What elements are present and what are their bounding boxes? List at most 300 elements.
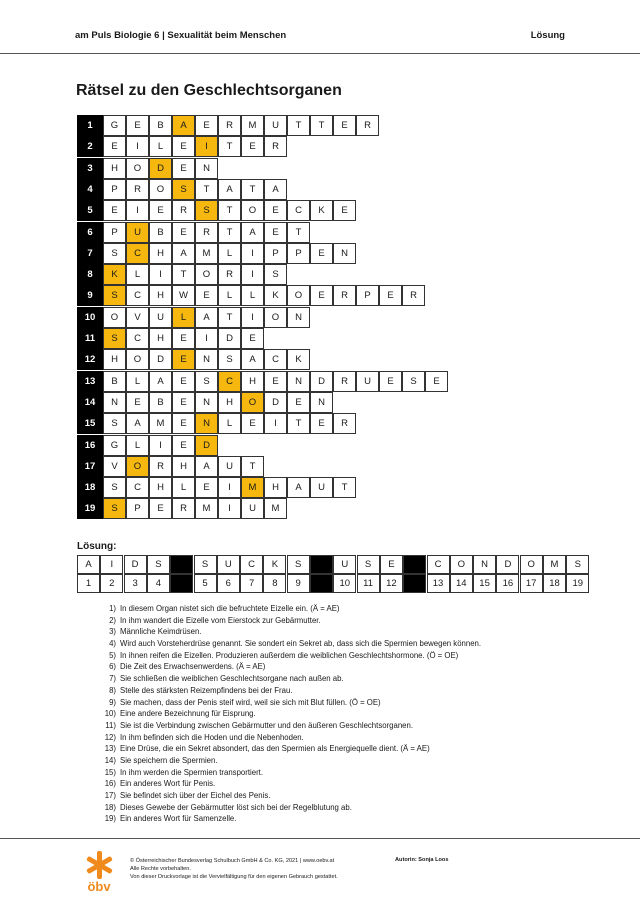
letter-cell: U xyxy=(264,115,287,136)
letter-cell: R xyxy=(356,115,379,136)
solution-letter-cell: S xyxy=(103,285,126,306)
solution-letter: N xyxy=(473,555,496,574)
clue-item xyxy=(96,708,566,720)
solution-letter: S xyxy=(357,555,380,574)
letter-cell: P xyxy=(103,222,126,243)
letter-cell: N xyxy=(195,349,218,370)
row-number: 4 xyxy=(77,179,103,200)
solution-letter-cell: U xyxy=(126,222,149,243)
clue-text: Männliche Keimdrüsen. xyxy=(120,627,202,637)
letter-cell: A xyxy=(126,413,149,434)
solution-letter-cell: S xyxy=(103,328,126,349)
letter-cell: B xyxy=(149,222,172,243)
letter-cell: N xyxy=(287,371,310,392)
letter-cell: U xyxy=(356,371,379,392)
clue-text: Sie machen, dass der Penis steif wird, weil sie sich mit Blut füllen. (Ö = OE) xyxy=(120,697,381,707)
clue-item xyxy=(96,626,566,638)
letter-cell: E xyxy=(379,285,402,306)
letter-cell: E xyxy=(264,222,287,243)
clue-text: Sie schließen die weiblichen Geschlechtsorgane nach außen ab. xyxy=(120,674,344,684)
letter-cell: R xyxy=(126,179,149,200)
letter-cell: I xyxy=(195,328,218,349)
letter-cell: G xyxy=(103,115,126,136)
letter-cell: B xyxy=(149,115,172,136)
clue-text: In diesem Organ nistet sich die befruchtete Eizelle ein. (Ä = AE) xyxy=(120,604,340,613)
row-number: 19 xyxy=(77,498,103,519)
header-solution-label: Lösung xyxy=(530,30,565,41)
letter-cell: T xyxy=(241,456,264,477)
clue-text: Wird auch Vorsteherdrüse genannt. Sie sondert ein Sekret ab, dass sich die Spermien bewegen können. xyxy=(120,639,482,649)
letter-cell: E xyxy=(241,413,264,434)
letter-cell: H xyxy=(218,392,241,413)
letter-cell: T xyxy=(241,179,264,200)
letter-cell: C xyxy=(264,349,287,370)
letter-cell: A xyxy=(195,456,218,477)
solution-index: 19 xyxy=(566,574,589,593)
letter-cell: O xyxy=(149,179,172,200)
word-separator xyxy=(170,574,193,593)
solution-index: 14 xyxy=(450,574,473,593)
clue-text: Eine Drüse, die ein Sekret absondert, das den Spermien als Energiequelle dient. (Ä = AE) xyxy=(120,744,430,754)
footer-copy-note: Von dieser Druckvorlage ist die Vervielfältigung für den eigenen Gebrauch gestattet. xyxy=(130,874,338,880)
letter-cell: E xyxy=(195,285,218,306)
row-number: 16 xyxy=(77,435,103,456)
row-number: 8 xyxy=(77,264,103,285)
letter-cell: B xyxy=(149,392,172,413)
letter-cell: E xyxy=(126,392,149,413)
clue-item xyxy=(96,743,566,755)
letter-cell: E xyxy=(172,413,195,434)
solution-letter: U xyxy=(333,555,356,574)
letter-cell: E xyxy=(172,136,195,157)
letter-cell: L xyxy=(241,285,264,306)
letter-cell: M xyxy=(195,498,218,519)
letter-cell: O xyxy=(126,349,149,370)
letter-cell: N xyxy=(310,392,333,413)
letter-cell: L xyxy=(126,371,149,392)
row-number: 13 xyxy=(77,371,103,392)
solution-index: 7 xyxy=(240,574,263,593)
letter-cell: D xyxy=(218,328,241,349)
clue-text: Die Zeit des Erwachsenwerdens. (Ä = AE) xyxy=(120,662,266,672)
clue-number: 7) xyxy=(109,674,116,684)
letter-cell: K xyxy=(264,285,287,306)
solution-index: 4 xyxy=(147,574,170,593)
solution-index: 10 xyxy=(333,574,356,593)
solution-letter-cell: C xyxy=(218,371,241,392)
clue-item xyxy=(96,778,566,790)
letter-cell: L xyxy=(149,136,172,157)
solution-letter-cell: S xyxy=(103,498,126,519)
solution-letter-cell: O xyxy=(126,456,149,477)
letter-cell: S xyxy=(218,349,241,370)
letter-cell: E xyxy=(172,371,195,392)
letter-cell: I xyxy=(264,413,287,434)
letter-cell: C xyxy=(126,285,149,306)
letter-cell: L xyxy=(218,285,241,306)
letter-cell: O xyxy=(264,307,287,328)
letter-cell: R xyxy=(195,222,218,243)
clue-text: Stelle des stärksten Reizempfindens bei der Frau. xyxy=(120,685,293,695)
word-separator xyxy=(170,555,193,574)
letter-cell: I xyxy=(218,498,241,519)
clue-item xyxy=(96,767,566,779)
letter-cell: T xyxy=(287,115,310,136)
clue-number: 5) xyxy=(109,650,116,660)
solution-index: 18 xyxy=(543,574,566,593)
clue-item xyxy=(96,732,566,744)
footer-rights: Alle Rechte vorbehalten. xyxy=(130,866,191,872)
solution-letter-cell: L xyxy=(172,307,195,328)
clue-number: 16) xyxy=(104,779,116,789)
solution-letter: I xyxy=(100,555,123,574)
solution-label: Lösung: xyxy=(77,541,117,552)
letter-cell: H xyxy=(149,243,172,264)
row-number: 14 xyxy=(77,392,103,413)
clue-number: 14) xyxy=(104,755,116,765)
clue-item xyxy=(96,802,566,814)
letter-cell: N xyxy=(195,158,218,179)
letter-cell: E xyxy=(379,371,402,392)
letter-cell: S xyxy=(402,371,425,392)
letter-cell: V xyxy=(103,456,126,477)
letter-cell: I xyxy=(241,307,264,328)
clue-text: Ein anderes Wort für Penis. xyxy=(120,779,216,789)
clue-number: 8) xyxy=(109,685,116,695)
letter-cell: A xyxy=(172,243,195,264)
clue-item xyxy=(96,720,566,732)
clue-number: 6) xyxy=(109,662,116,672)
word-separator xyxy=(310,555,333,574)
letter-cell: M xyxy=(241,115,264,136)
letter-cell: M xyxy=(195,243,218,264)
clue-number: 1) xyxy=(109,604,116,613)
page-title: Rätsel zu den Geschlechtsorganen xyxy=(76,82,342,99)
letter-cell: T xyxy=(333,477,356,498)
row-number: 2 xyxy=(77,136,103,157)
letter-cell: P xyxy=(126,498,149,519)
row-number: 1 xyxy=(77,115,103,136)
word-separator xyxy=(403,555,426,574)
clue-number: 18) xyxy=(104,802,116,812)
solution-letter: S xyxy=(566,555,589,574)
solution-letter-cell: I xyxy=(195,136,218,157)
letter-cell: I xyxy=(126,136,149,157)
clue-item xyxy=(96,661,566,673)
letter-cell: E xyxy=(172,328,195,349)
letter-cell: E xyxy=(172,392,195,413)
letter-cell: E xyxy=(333,115,356,136)
letter-cell: H xyxy=(149,477,172,498)
letter-cell: A xyxy=(218,179,241,200)
letter-cell: E xyxy=(241,328,264,349)
letter-cell: O xyxy=(287,285,310,306)
letter-cell: H xyxy=(241,371,264,392)
row-number: 6 xyxy=(77,222,103,243)
clue-text: Dieses Gewebe der Gebärmutter löst sich bei der Regelblutung ab. xyxy=(120,802,352,812)
letter-cell: T xyxy=(310,115,333,136)
letter-cell: A xyxy=(264,179,287,200)
letter-cell: U xyxy=(310,477,333,498)
letter-cell: H xyxy=(264,477,287,498)
letter-cell: H xyxy=(103,158,126,179)
letter-cell: I xyxy=(218,477,241,498)
letter-cell: R xyxy=(333,371,356,392)
clue-number: 3) xyxy=(109,627,116,637)
letter-cell: I xyxy=(149,264,172,285)
solution-letter-cell: C xyxy=(126,243,149,264)
letter-cell: S xyxy=(195,371,218,392)
letter-cell: E xyxy=(310,243,333,264)
solution-index: 3 xyxy=(124,574,147,593)
letter-cell: R xyxy=(333,285,356,306)
letter-cell: E xyxy=(195,477,218,498)
solution-letter: S xyxy=(147,555,170,574)
header-divider xyxy=(0,53,640,54)
letter-cell: C xyxy=(126,328,149,349)
solution-letter-cell: D xyxy=(149,158,172,179)
clue-text: In ihm werden die Spermien transportiert. xyxy=(120,767,264,777)
row-number: 5 xyxy=(77,200,103,221)
letter-cell: L xyxy=(126,264,149,285)
letter-cell: N xyxy=(287,307,310,328)
solution-letter: K xyxy=(263,555,286,574)
solution-index: 6 xyxy=(217,574,240,593)
solution-index: 2 xyxy=(100,574,123,593)
solution-letter: S xyxy=(194,555,217,574)
solution-letter: A xyxy=(77,555,100,574)
solution-index: 13 xyxy=(427,574,450,593)
clue-text: In ihm befinden sich die Hoden und die Nebenhoden. xyxy=(120,732,304,742)
footer-copyright: © Österreichischer Bundesverlag Schulbuch GmbH & Co. KG, 2021 | www.oebv.at xyxy=(130,858,335,864)
letter-cell: T xyxy=(218,307,241,328)
page-header xyxy=(75,30,565,46)
letter-cell: L xyxy=(218,243,241,264)
solution-index: 15 xyxy=(473,574,496,593)
clue-item xyxy=(96,615,566,627)
solution-letter: S xyxy=(287,555,310,574)
clue-item xyxy=(96,755,566,767)
letter-cell: A xyxy=(195,307,218,328)
letter-cell: H xyxy=(103,349,126,370)
letter-cell: E xyxy=(287,392,310,413)
solution-letter-cell: S xyxy=(172,179,195,200)
letter-cell: E xyxy=(310,285,333,306)
letter-cell: U xyxy=(241,498,264,519)
solution-index: 17 xyxy=(520,574,543,593)
letter-cell: R xyxy=(172,498,195,519)
row-number: 18 xyxy=(77,477,103,498)
clue-number: 9) xyxy=(109,697,116,707)
solution-letter-cell: O xyxy=(241,392,264,413)
letter-cell: P xyxy=(287,243,310,264)
solution-index: 8 xyxy=(263,574,286,593)
clue-item xyxy=(96,697,566,709)
letter-cell: H xyxy=(149,328,172,349)
letter-cell: T xyxy=(287,413,310,434)
letter-cell: E xyxy=(195,115,218,136)
row-number: 3 xyxy=(77,158,103,179)
letter-cell: S xyxy=(264,264,287,285)
letter-cell: E xyxy=(264,200,287,221)
row-number: 11 xyxy=(77,328,103,349)
letter-cell: E xyxy=(264,371,287,392)
letter-cell: R xyxy=(218,115,241,136)
letter-cell: I xyxy=(126,200,149,221)
letter-cell: D xyxy=(264,392,287,413)
clue-item xyxy=(96,673,566,685)
clue-number: 15) xyxy=(104,767,116,777)
letter-cell: P xyxy=(356,285,379,306)
solution-letter: O xyxy=(450,555,473,574)
solution-letter: U xyxy=(217,555,240,574)
clue-item xyxy=(96,638,566,650)
solution-index: 5 xyxy=(194,574,217,593)
letter-cell: K xyxy=(310,200,333,221)
letter-cell: U xyxy=(218,456,241,477)
letter-cell: H xyxy=(172,456,195,477)
header-book-title: am Puls Biologie 6 | Sexualität beim Menschen xyxy=(75,30,287,41)
letter-cell: S xyxy=(103,477,126,498)
letter-cell: O xyxy=(103,307,126,328)
footer-divider xyxy=(0,838,640,839)
letter-cell: E xyxy=(149,200,172,221)
letter-cell: O xyxy=(126,158,149,179)
clue-item xyxy=(96,603,566,615)
letter-cell: N xyxy=(195,392,218,413)
solution-index: 11 xyxy=(357,574,380,593)
letter-cell: T xyxy=(218,200,241,221)
letter-cell: I xyxy=(241,243,264,264)
letter-cell: T xyxy=(172,264,195,285)
word-separator xyxy=(403,574,426,593)
solution-letter: O xyxy=(520,555,543,574)
clue-item xyxy=(96,790,566,802)
letter-cell: S xyxy=(103,243,126,264)
clue-text: Sie speichern die Spermien. xyxy=(120,755,218,765)
clue-number: 19) xyxy=(104,814,116,824)
letter-cell: I xyxy=(241,264,264,285)
letter-cell: S xyxy=(103,413,126,434)
letter-cell: E xyxy=(103,200,126,221)
solution-letter-cell: S xyxy=(195,200,218,221)
letter-cell: E xyxy=(172,158,195,179)
letter-cell: K xyxy=(287,349,310,370)
clue-text: Ein anderes Wort für Samenzelle. xyxy=(120,814,237,824)
letter-cell: A xyxy=(149,371,172,392)
letter-cell: W xyxy=(172,285,195,306)
clue-list xyxy=(96,603,566,825)
solution-index: 12 xyxy=(380,574,403,593)
letter-cell: T xyxy=(195,179,218,200)
row-number: 15 xyxy=(77,413,103,434)
row-number: 9 xyxy=(77,285,103,306)
letter-cell: N xyxy=(333,243,356,264)
letter-cell: C xyxy=(287,200,310,221)
row-number: 17 xyxy=(77,456,103,477)
letter-cell: A xyxy=(287,477,310,498)
row-number: 12 xyxy=(77,349,103,370)
solution-index: 1 xyxy=(77,574,100,593)
solution-letter-cell: M xyxy=(241,477,264,498)
letter-cell: D xyxy=(310,371,333,392)
letter-cell: P xyxy=(264,243,287,264)
letter-cell: E xyxy=(241,136,264,157)
letter-cell: I xyxy=(149,435,172,456)
letter-cell: R xyxy=(149,456,172,477)
letter-cell: A xyxy=(241,349,264,370)
row-number: 7 xyxy=(77,243,103,264)
letter-cell: V xyxy=(126,307,149,328)
letter-cell: R xyxy=(333,413,356,434)
letter-cell: A xyxy=(241,222,264,243)
solution-letter: D xyxy=(496,555,519,574)
letter-cell: D xyxy=(149,349,172,370)
solution-letter-cell: N xyxy=(195,413,218,434)
letter-cell: P xyxy=(103,179,126,200)
letter-cell: E xyxy=(310,413,333,434)
solution-letter: M xyxy=(543,555,566,574)
row-number: 10 xyxy=(77,307,103,328)
letter-cell: E xyxy=(172,435,195,456)
clue-item xyxy=(96,685,566,697)
clue-number: 17) xyxy=(104,791,116,800)
letter-cell: L xyxy=(218,413,241,434)
letter-cell: L xyxy=(172,477,195,498)
clue-text: In ihnen reifen die Eizellen. Produzieren außerdem die weiblichen Geschlechtshormone. (Ö = OE) xyxy=(120,650,459,660)
footer-author: Autorin: Sonja Loos xyxy=(395,857,449,863)
letter-cell: R xyxy=(264,136,287,157)
clue-text: Sie befindet sich über der Eichel des Penis. xyxy=(120,791,271,800)
clue-number: 12) xyxy=(104,732,116,742)
footer-copyright-block xyxy=(130,857,390,881)
letter-cell: O xyxy=(241,200,264,221)
letter-cell: E xyxy=(149,498,172,519)
letter-cell: E xyxy=(425,371,448,392)
solution-index: 9 xyxy=(287,574,310,593)
letter-cell: E xyxy=(126,115,149,136)
clue-number: 2) xyxy=(109,615,116,625)
letter-cell: L xyxy=(126,435,149,456)
letter-cell: H xyxy=(149,285,172,306)
letter-cell: E xyxy=(103,136,126,157)
solution-letter: E xyxy=(380,555,403,574)
letter-cell: O xyxy=(195,264,218,285)
letter-cell: E xyxy=(172,222,195,243)
letter-cell: R xyxy=(402,285,425,306)
clue-number: 4) xyxy=(109,639,116,649)
oebv-logo xyxy=(78,849,120,895)
clue-number: 10) xyxy=(104,709,116,719)
solution-letter-cell: E xyxy=(172,349,195,370)
letter-cell: M xyxy=(264,498,287,519)
clue-text: In ihm wandert die Eizelle vom Eierstock zur Gebärmutter. xyxy=(120,615,321,625)
letter-cell: E xyxy=(333,200,356,221)
letter-cell: T xyxy=(218,222,241,243)
clue-item xyxy=(96,650,566,662)
logo-text: öbv xyxy=(87,879,111,894)
letter-cell: U xyxy=(149,307,172,328)
solution-letter-cell: K xyxy=(103,264,126,285)
word-separator xyxy=(310,574,333,593)
solution-index: 16 xyxy=(496,574,519,593)
clue-text: Sie ist die Verbindung zwischen Gebärmutter und den äußeren Geschlechtsorganen. xyxy=(120,720,413,730)
letter-cell: C xyxy=(126,477,149,498)
solution-letter-cell: A xyxy=(172,115,195,136)
clue-text: Eine andere Bezeichnung für Eisprung. xyxy=(120,709,256,719)
letter-cell: N xyxy=(103,392,126,413)
letter-cell: T xyxy=(218,136,241,157)
